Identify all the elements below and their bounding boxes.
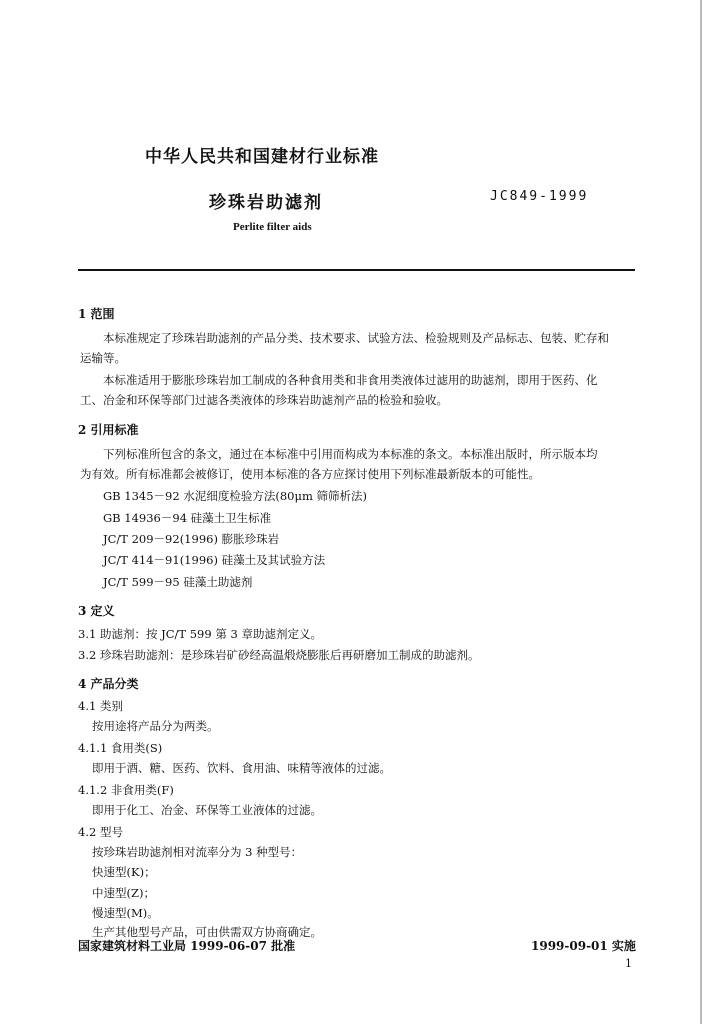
definition-3-2: 3.2 珍珠岩助滤剂：是珍珠岩矿砂经高温煅烧膨胀后再研磨加工制成的助滤剂。 [78,648,480,662]
s2-p1-line2: 为有效。所有标准都会被修订，使用本标准的各方应探讨使用下列标准最新版本的可能性。 [80,467,540,481]
s2-p1-line1: 下列标准所包含的条文，通过在本标准中引用而构成为本标准的条文。本标准出版时，所示版本均 [103,447,598,461]
section-4-heading: 4 产品分类 [78,677,139,691]
header-rule [78,269,635,271]
reference-item: GB 14936－94 硅藻土卫生标准 [103,511,272,525]
model-medium: 中速型(Z)； [92,886,155,900]
s1-p1-line2: 运输等。 [80,351,126,365]
subsection-4-1-2-text: 即用于化工、冶金、环保等工业液体的过滤。 [92,803,322,817]
subsection-4-1-heading: 4.1 类别 [78,699,123,713]
subsection-4-1-1-heading: 4.1.1 食用类(S) [78,741,163,755]
model-slow: 慢速型(M)。 [92,906,159,920]
org-title: 中华人民共和国建材行业标准 [145,147,379,167]
s1-p1-line1: 本标准规定了珍珠岩助滤剂的产品分类、技术要求、试验方法、检验规则及产品标志、包装、贮存和 [103,331,609,345]
subsection-4-2-text: 按珍珠岩助滤剂相对流率分为 3 种型号： [92,845,303,859]
reference-item: GB 1345－92 水泥细度检验方法(80μm 筛筛析法) [103,489,367,503]
doc-title: 珍珠岩助滤剂 [209,193,323,213]
implementation-date: 1999-09-01 实施 [531,939,636,953]
subsection-4-1-1-text: 即用于酒、糖、医药、饮料、食用油、味精等液体的过滤。 [92,761,391,775]
section-1-heading: 1 范围 [78,307,115,321]
section-3-heading: 3 定义 [78,604,115,618]
reference-item: JC/T 599－95 硅藻土助滤剂 [103,575,253,589]
scan-edge [700,0,702,1024]
subsection-4-2-heading: 4.2 型号 [78,825,123,839]
s1-p2-line1: 本标准适用于膨胀珍珠岩加工制成的各种食用类和非食用类液体过滤用的助滤剂，即用于医药、化 [103,373,598,387]
doc-code: JC849-1999 [490,189,589,204]
other-models-note: 生产其他型号产品，可由供需双方协商确定。 [92,925,322,939]
approval-line: 国家建筑材料工业局 1999-06-07 批准 [78,939,296,953]
reference-item: JC/T 209－92(1996) 膨胀珍珠岩 [103,532,280,546]
s1-p2-line2: 工、冶金和环保等部门过滤各类液体的珍珠岩助滤剂产品的检验和验收。 [80,393,448,407]
subsection-4-1-text: 按用途将产品分为两类。 [92,719,219,733]
page-number: 1 [625,957,632,970]
section-2-heading: 2 引用标准 [78,423,139,437]
subsection-4-1-2-heading: 4.1.2 非食用类(F) [78,783,174,797]
definition-3-1: 3.1 助滤剂：按 JC/T 599 第 3 章助滤剂定义。 [78,627,322,641]
model-fast: 快速型(K)； [92,865,156,879]
english-title: Perlite filter aids [233,221,312,233]
reference-item: JC/T 414－91(1996) 硅藻土及其试验方法 [103,553,326,567]
